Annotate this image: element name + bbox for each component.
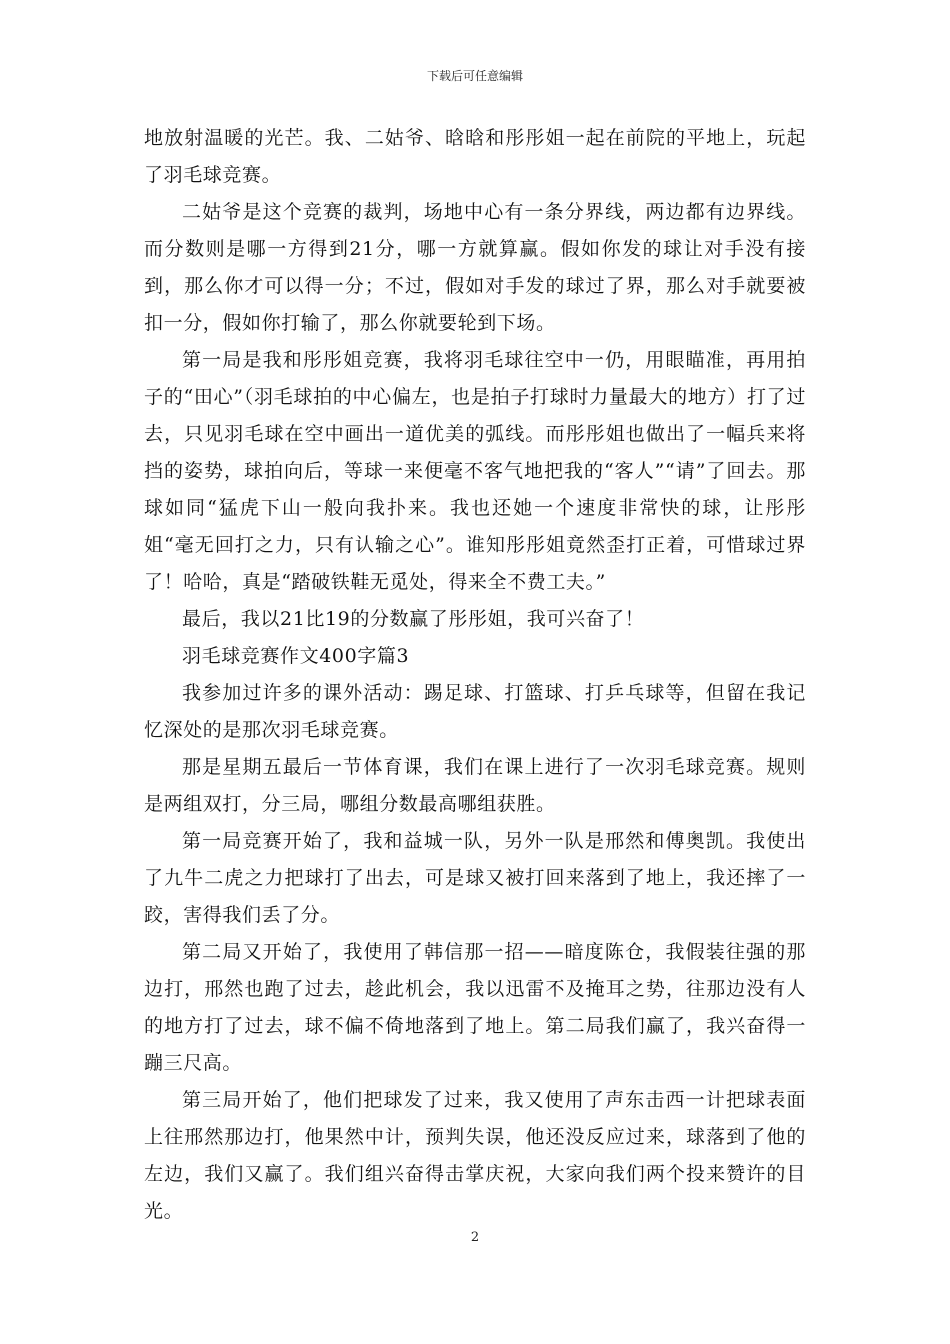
- paragraph: 二姑爷是这个竞赛的裁判，场地中心有一条分界线，两边都有边界线。而分数则是哪一方得到21分，哪一方就算赢。假如你发的球让对手没有接到，那么你才可以得一分；不过，假如对手发的球过了界，那么对手就要被扣一分，假如你打输了，那么你就要轮到下场。: [144, 201, 806, 334]
- paragraph: 第二局又开始了，我使用了韩信那一招——暗度陈仓，我假装往强的那边打，邢然也跑了过去，趁此机会，我以迅雷不及掩耳之势，往那边没有人的地方打了过去，球不偏不倚地落到了地上。第二局我们赢了，我兴奋得一蹦三尺高。: [144, 941, 806, 1074]
- page-number: 2: [470, 1230, 480, 1245]
- section-heading: 羽毛球竞赛作文400字篇3: [182, 645, 410, 667]
- paragraph: 第三局开始了，他们把球发了过来，我又使用了声东击西一计把球表面上往邢然那边打，他果然中计，预判失误，他还没反应过来，球落到了他的左边，我们又赢了。我们组兴奋得击掌庆祝，大家向我们两个投来赞许的目光。: [144, 1089, 806, 1222]
- paragraph: 最后，我以21比19的分数赢了彤彤姐，我可兴奋了！: [182, 608, 645, 630]
- paragraph: 那是星期五最后一节体育课，我们在课上进行了一次羽毛球竞赛。规则是两组双打，分三局，哪组分数最高哪组获胜。: [144, 756, 806, 815]
- document-body: [144, 120, 806, 1230]
- paragraph: 我参加过许多的课外活动：踢足球、打篮球、打乒乓球等，但留在我记忆深处的是那次羽毛球竞赛。: [144, 682, 806, 741]
- page-header: 下载后可任意编辑: [426, 69, 523, 83]
- paragraph: 第一局竞赛开始了，我和益城一队，另外一队是邢然和傅奥凯。我使出了九牛二虎之力把球打了出去，可是球又被打回来落到了地上，我还摔了一跤，害得我们丢了分。: [144, 830, 806, 926]
- paragraph: 地放射温暖的光芒。我、二姑爷、晗晗和彤彤姐一起在前院的平地上，玩起了羽毛球竞赛。: [144, 127, 806, 186]
- paragraph: 第一局是我和彤彤姐竞赛，我将羽毛球往空中一仍，用眼瞄准，再用拍子的“田心”（羽毛球拍的中心偏左，也是拍子打球时力量最大的地方）打了过去，只见羽毛球在空中画出一道优美的弧线。而彤彤姐也做出了一幅兵来将挡的姿势，球拍向后，等球一来便毫不客气地把我的“客人”“请”了回去。那球如同“猛虎下山一般向我扑来。我也还她一个速度非常快的球，让彤彤姐“毫无回打之力，只有认输之心”。谁知彤彤姐竟然歪打正着，可惜球过界了！哈哈，真是“踏破铁鞋无觅处，得来全不费工夫。”: [144, 349, 806, 593]
